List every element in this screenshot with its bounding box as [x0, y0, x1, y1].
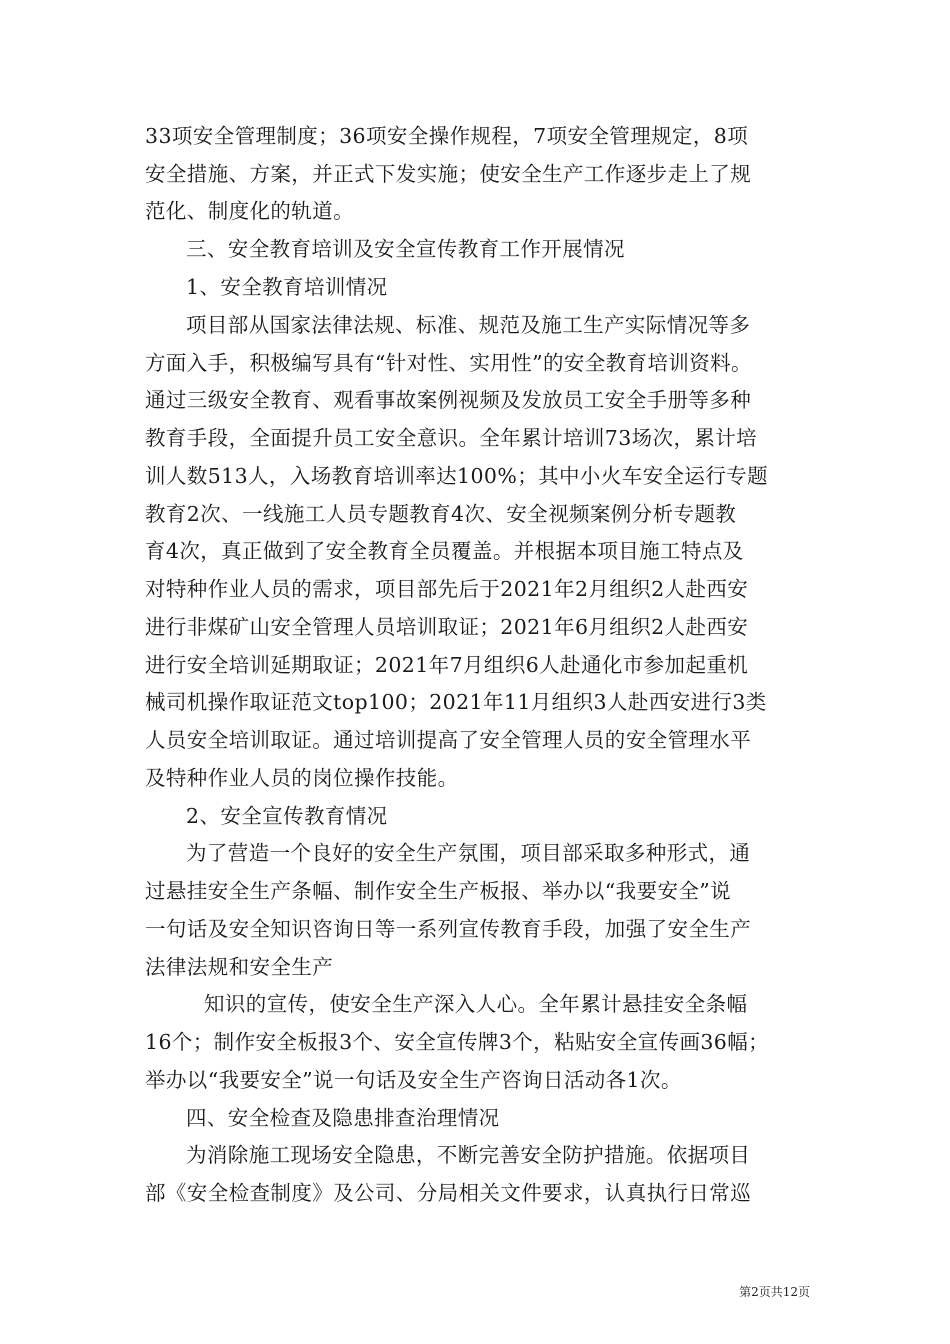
text-line: 人员安全培训取证。通过培训提高了安全管理人员的安全管理水平 [145, 728, 752, 752]
text-line: 对特种作业人员的需求，项目部先后于2021年2月组织2人赴西安 [145, 577, 749, 601]
section-heading: 三、安全教育培训及安全宣传教育工作开展情况 [186, 237, 625, 261]
text-line: 法律法规和安全生产 [145, 955, 334, 979]
text-line: 项目部从国家法律法规、标准、规范及施工生产实际情况等多 [186, 313, 751, 337]
text-line: 械司机操作取证范文top100；2021年11月组织3人赴西安进行3类 [145, 690, 767, 714]
text-line: 进行安全培训延期取证；2021年7月组织6人赴通化市参加起重机 [145, 653, 749, 677]
section-heading: 四、安全检查及隐患排查治理情况 [186, 1106, 500, 1130]
text-line: 安全措施、方案，并正式下发实施；使安全生产工作逐步走上了规 [145, 162, 752, 186]
text-line: 举办以“我要安全”说一句话及安全生产咨询日活动各1次。 [145, 1068, 682, 1092]
text-line: 一句话及安全知识咨询日等一系列宣传教育手段，加强了安全生产 [145, 917, 752, 941]
text-line: 育4次，真正做到了安全教育全员覆盖。并根据本项目施工特点及 [145, 539, 744, 563]
text-line: 训人数513人，入场教育培训率达100%；其中小火车安全运行专题 [145, 464, 769, 488]
text-line: 范化、制度化的轨道。 [145, 199, 354, 223]
text-line: 为了营造一个良好的安全生产氛围，项目部采取多种形式，通 [186, 841, 751, 865]
text-line: 方面入手，积极编写具有“针对性、实用性”的安全教育培训资料。 [145, 351, 752, 375]
text-line: 教育手段，全面提升员工安全意识。全年累计培训73场次，累计培 [145, 426, 758, 450]
text-line: 33项安全管理制度；36项安全操作规程，7项安全管理规定，8项 [145, 124, 749, 148]
text-line: 部《安全检查制度》及公司、分局相关文件要求，认真执行日常巡 [145, 1181, 752, 1205]
page-number: 第2页共12页 [739, 1285, 810, 1299]
text-line: 及特种作业人员的岗位操作技能。 [145, 766, 459, 790]
subsection-heading: 2、安全宣传教育情况 [186, 804, 388, 828]
text-line: 进行非煤矿山安全管理人员培训取证；2021年6月组织2人赴西安 [145, 615, 749, 639]
text-line: 16个；制作安全板报3个、安全宣传牌3个，粘贴安全宣传画36幅； [145, 1030, 770, 1054]
text-line: 教育2次、一线施工人员专题教育4次、安全视频案例分析专题教 [145, 502, 737, 526]
text-line: 为消除施工现场安全隐患，不断完善安全防护措施。依据项目 [186, 1143, 751, 1167]
text-line: 知识的宣传，使安全生产深入人心。全年累计悬挂安全条幅 [204, 992, 748, 1016]
subsection-heading: 1、安全教育培训情况 [186, 275, 388, 299]
text-line: 过悬挂安全生产条幅、制作安全生产板报、举办以“我要安全”说 [145, 879, 732, 903]
text-line: 通过三级安全教育、观看事故案例视频及发放员工安全手册等多种 [145, 388, 752, 412]
